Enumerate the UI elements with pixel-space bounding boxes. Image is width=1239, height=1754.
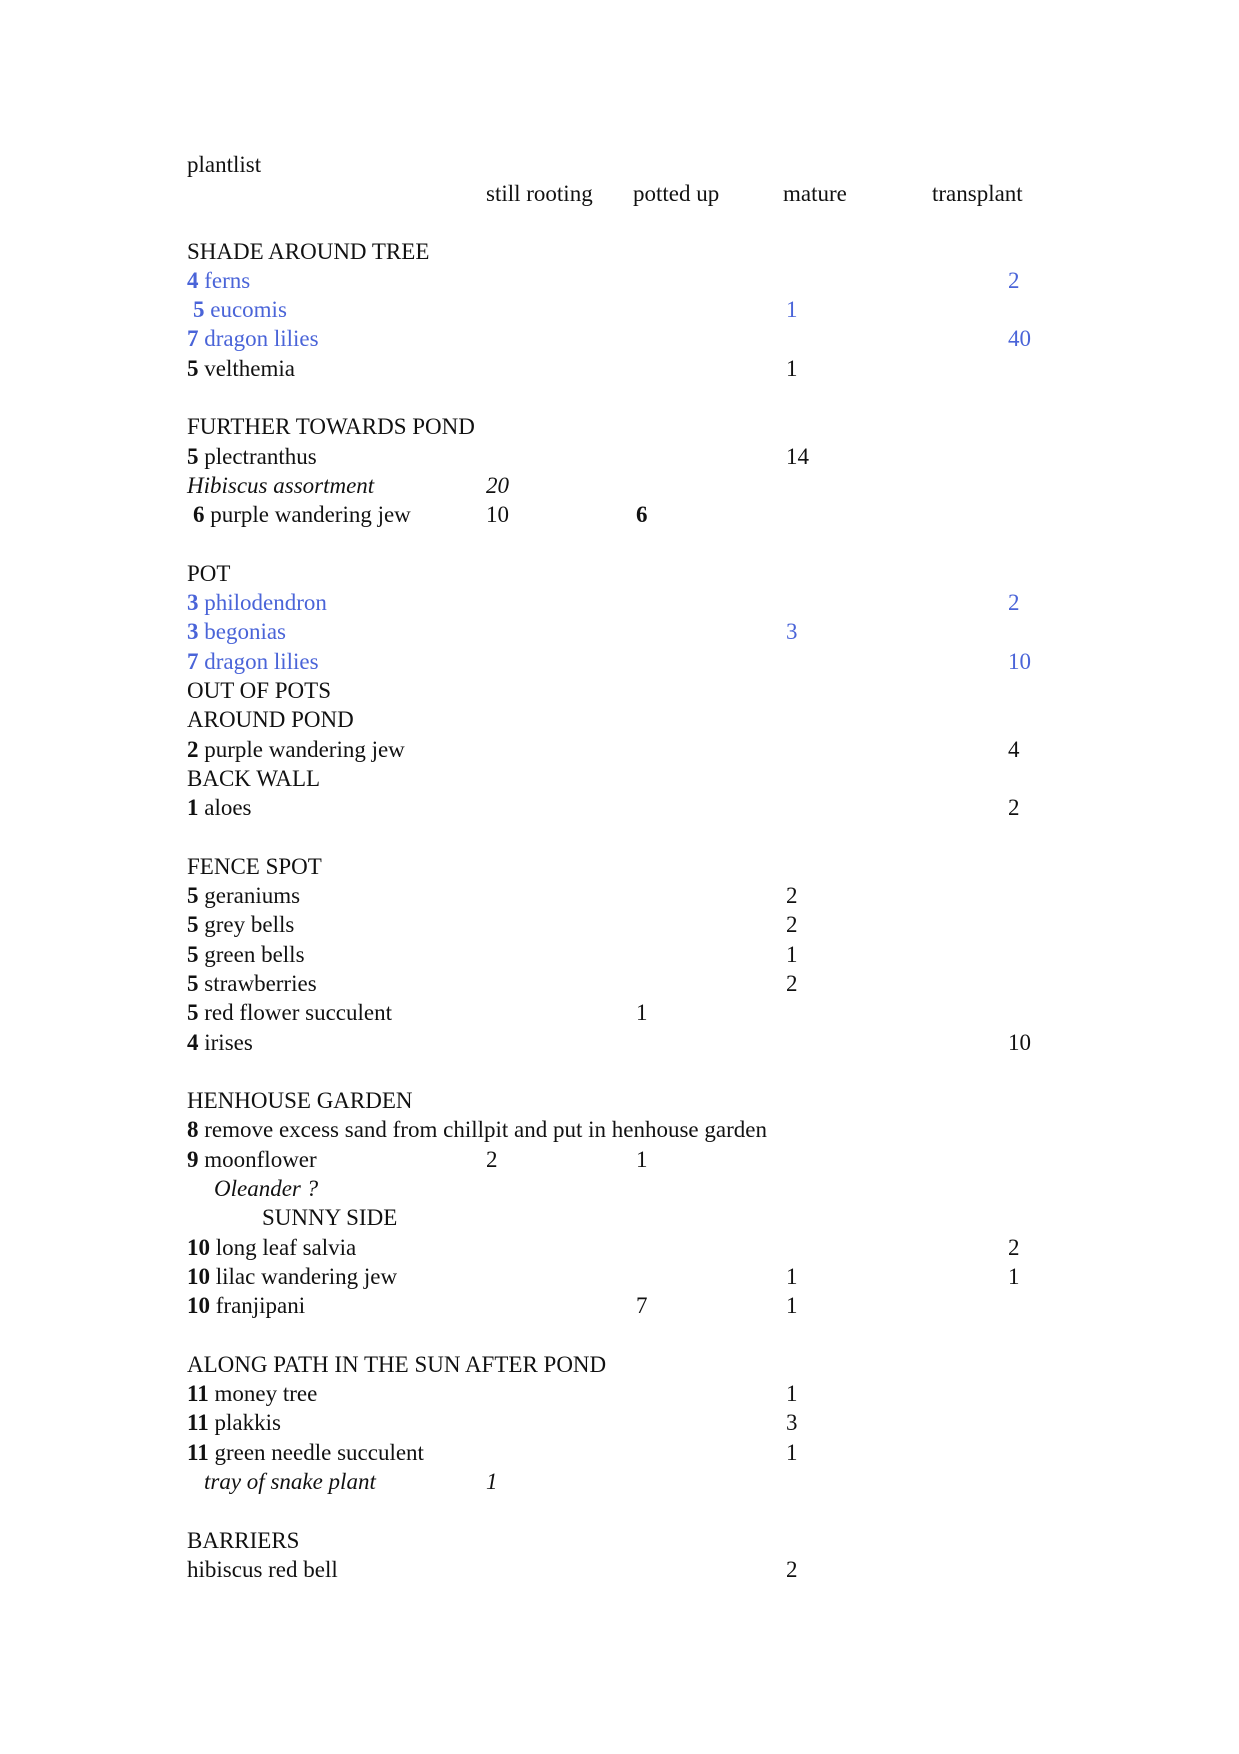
section-title xyxy=(187,1526,299,1555)
mature-value: 1 xyxy=(786,1293,798,1319)
plant-row xyxy=(0,793,1239,822)
plant-row xyxy=(0,998,1239,1027)
section-title xyxy=(187,705,354,734)
plant-row xyxy=(0,1408,1239,1437)
still-rooting-value: 10 xyxy=(486,502,509,528)
section-heading xyxy=(0,1086,1239,1115)
plant-row xyxy=(0,1555,1239,1584)
plant-row xyxy=(0,1028,1239,1057)
plant-label xyxy=(187,793,252,822)
plant-count: 3 xyxy=(187,590,199,616)
plant-count: 4 xyxy=(187,1029,199,1055)
spacer xyxy=(0,1320,1239,1349)
section-title xyxy=(187,852,322,881)
plant-label xyxy=(187,266,250,295)
mature-value: 1 xyxy=(786,941,798,967)
section-title xyxy=(187,1350,606,1379)
transplant-value: 2 xyxy=(1008,1234,1020,1260)
still-rooting-value: 1 xyxy=(486,1468,498,1494)
plant-row xyxy=(0,266,1239,295)
mature-value: 2 xyxy=(786,1556,798,1582)
plant-label xyxy=(193,500,411,529)
mature-value: 14 xyxy=(786,443,809,469)
section-text: OUT OF POTS xyxy=(187,677,331,703)
plant-count: 11 xyxy=(187,1381,209,1407)
mature-value: 1 xyxy=(786,297,798,323)
plant-count: 8 xyxy=(187,1117,199,1143)
plant-count: 11 xyxy=(187,1439,209,1465)
plant-row xyxy=(0,1467,1239,1496)
plant-name: dragon lilies xyxy=(204,326,319,352)
column-header-still-rooting: still rooting xyxy=(486,181,593,206)
plant-count: 2 xyxy=(187,736,199,762)
plant-label xyxy=(193,295,287,324)
plant-label xyxy=(187,1262,397,1291)
plant-label xyxy=(187,1408,281,1437)
plant-row xyxy=(0,1233,1239,1262)
plant-label xyxy=(187,354,295,383)
plant-label xyxy=(187,735,405,764)
section-heading xyxy=(0,676,1239,705)
plant-name: plakkis xyxy=(214,1410,281,1436)
plant-label xyxy=(187,1291,305,1320)
plant-label xyxy=(187,588,327,617)
section-text: SHADE AROUND TREE xyxy=(187,238,430,264)
transplant-value: 10 xyxy=(1008,1029,1031,1055)
plant-name: plectranthus xyxy=(204,443,317,469)
plant-label xyxy=(187,998,392,1027)
plant-row xyxy=(0,969,1239,998)
plant-label xyxy=(187,442,317,471)
plant-name: green bells xyxy=(204,941,305,967)
plant-name: ferns xyxy=(204,267,251,293)
plant-count: 5 xyxy=(187,443,199,469)
plant-count: 5 xyxy=(187,355,199,381)
page-title: plantlist xyxy=(187,152,262,177)
transplant-value: 4 xyxy=(1008,736,1020,762)
section-text: ALONG PATH IN THE SUN AFTER POND xyxy=(187,1351,607,1377)
section-heading xyxy=(0,559,1239,588)
mature-value: 1 xyxy=(786,1381,798,1407)
plant-row xyxy=(0,881,1239,910)
section-text: POT xyxy=(187,560,231,586)
plant-count: 5 xyxy=(187,883,199,909)
mature-value: 3 xyxy=(786,619,798,645)
plant-row xyxy=(0,647,1239,676)
plant-row xyxy=(0,588,1239,617)
transplant-value: 1 xyxy=(1008,1263,1020,1289)
plant-count: 4 xyxy=(187,267,199,293)
section-heading xyxy=(0,1526,1239,1555)
transplant-value: 2 xyxy=(1008,795,1020,821)
plant-label xyxy=(187,910,294,939)
potted-up-value: 1 xyxy=(636,1000,648,1026)
plant-count: 5 xyxy=(187,970,199,996)
plant-count: 5 xyxy=(187,941,199,967)
plant-label xyxy=(187,471,374,500)
section-title xyxy=(187,559,230,588)
section-heading xyxy=(0,764,1239,793)
plant-name: purple wandering jew xyxy=(210,502,411,528)
section-title xyxy=(187,412,475,441)
potted-up-value: 6 xyxy=(636,502,648,528)
section-text: SUNNY SIDE xyxy=(262,1205,398,1231)
plant-count: 5 xyxy=(193,297,205,323)
mature-value: 2 xyxy=(786,912,798,938)
plant-row xyxy=(0,1291,1239,1320)
spacer xyxy=(0,1057,1239,1086)
section-heading xyxy=(0,237,1239,266)
plant-name: lilac wandering jew xyxy=(215,1263,398,1289)
plant-name: red flower succulent xyxy=(204,1000,393,1026)
plant-name: franjipani xyxy=(215,1293,306,1319)
section-text: HENHOUSE GARDEN xyxy=(187,1088,413,1114)
plant-name: hibiscus red bell xyxy=(187,1556,338,1582)
section-title xyxy=(187,676,331,705)
plant-row xyxy=(0,500,1239,529)
section-title xyxy=(262,1203,397,1232)
plant-row xyxy=(0,1115,1239,1144)
plant-label xyxy=(204,1467,376,1496)
section-text: AROUND POND xyxy=(187,707,354,733)
transplant-value: 2 xyxy=(1008,267,1020,293)
section-heading xyxy=(0,852,1239,881)
plant-count: 7 xyxy=(187,648,199,674)
plant-label xyxy=(187,1555,338,1584)
plant-count: 5 xyxy=(187,912,199,938)
section-title xyxy=(187,1086,413,1115)
plant-row xyxy=(0,1438,1239,1467)
section-heading xyxy=(0,1350,1239,1379)
plant-name: strawberries xyxy=(204,970,317,996)
mature-value: 1 xyxy=(786,1263,798,1289)
plant-row xyxy=(0,735,1239,764)
plant-label xyxy=(187,1438,424,1467)
mature-value: 1 xyxy=(786,1439,798,1465)
plant-count: 10 xyxy=(187,1234,210,1260)
plant-name: philodendron xyxy=(204,590,327,616)
plant-name: velthemia xyxy=(204,355,295,381)
section-text: FENCE SPOT xyxy=(187,853,322,879)
plant-name: dragon lilies xyxy=(204,648,319,674)
plant-label xyxy=(187,881,300,910)
plant-count: 7 xyxy=(187,326,199,352)
section-text: BACK WALL xyxy=(187,765,321,791)
plant-label xyxy=(187,324,319,353)
still-rooting-value: 2 xyxy=(486,1146,498,1172)
plant-count: 5 xyxy=(187,1000,199,1026)
transplant-value: 40 xyxy=(1008,326,1031,352)
plant-name: Oleander ? xyxy=(214,1176,319,1201)
plant-name: remove excess sand from chillpit and put in henhouse garden xyxy=(204,1117,767,1143)
plant-row xyxy=(0,940,1239,969)
plant-name: irises xyxy=(204,1029,253,1055)
section-heading xyxy=(0,705,1239,734)
plant-name: grey bells xyxy=(204,912,295,938)
plant-count: 10 xyxy=(187,1293,210,1319)
transplant-value: 2 xyxy=(1008,590,1020,616)
transplant-value: 10 xyxy=(1008,648,1031,674)
plant-label xyxy=(187,617,286,646)
plant-label xyxy=(187,1028,253,1057)
plant-count: 1 xyxy=(187,795,199,821)
column-header-row xyxy=(0,179,1239,209)
plant-name: moonflower xyxy=(204,1146,317,1172)
plant-label xyxy=(187,1115,767,1144)
column-header-potted-up: potted up xyxy=(633,181,720,206)
mature-value: 3 xyxy=(786,1410,798,1436)
plant-label xyxy=(214,1174,318,1203)
plant-name: aloes xyxy=(204,795,252,821)
section-text: FURTHER TOWARDS POND xyxy=(187,414,475,440)
spacer xyxy=(0,1496,1239,1525)
plant-row xyxy=(0,1174,1239,1203)
plant-row xyxy=(0,471,1239,500)
plant-row xyxy=(0,910,1239,939)
plant-name: purple wandering jew xyxy=(204,736,405,762)
plant-label xyxy=(187,940,305,969)
section-text: BARRIERS xyxy=(187,1527,300,1553)
spacer xyxy=(0,529,1239,558)
plant-name: long leaf salvia xyxy=(215,1234,357,1260)
plant-row xyxy=(0,1379,1239,1408)
spacer xyxy=(0,822,1239,851)
section-heading xyxy=(0,1203,1239,1232)
plant-list xyxy=(0,237,1239,1585)
plant-count: 10 xyxy=(187,1263,210,1289)
plant-label xyxy=(187,647,319,676)
plant-row xyxy=(0,442,1239,471)
mature-value: 1 xyxy=(786,355,798,381)
plant-row xyxy=(0,295,1239,324)
plant-label xyxy=(187,969,317,998)
plant-count: 11 xyxy=(187,1410,209,1436)
plant-count: 9 xyxy=(187,1146,199,1172)
column-header-transplant: transplant xyxy=(932,181,1023,206)
plant-label xyxy=(187,1233,356,1262)
plant-name: money tree xyxy=(214,1381,318,1407)
mature-value: 2 xyxy=(786,883,798,909)
plant-row xyxy=(0,1262,1239,1291)
plant-name: geraniums xyxy=(204,883,301,909)
mature-value: 2 xyxy=(786,970,798,996)
plant-label xyxy=(187,1379,317,1408)
column-header-mature: mature xyxy=(783,181,847,206)
potted-up-value: 7 xyxy=(636,1293,648,1319)
plant-row xyxy=(0,1145,1239,1174)
plant-name: Hibiscus assortment xyxy=(187,472,375,498)
plant-row xyxy=(0,354,1239,383)
plant-name: tray of snake plant xyxy=(204,1468,376,1494)
plant-row xyxy=(0,617,1239,646)
spacer xyxy=(0,383,1239,412)
plant-count: 6 xyxy=(193,502,205,528)
still-rooting-value: 20 xyxy=(486,472,509,498)
plant-label xyxy=(187,1145,317,1174)
section-heading xyxy=(0,412,1239,441)
plant-name: eucomis xyxy=(210,297,287,323)
plant-name: green needle succulent xyxy=(214,1439,424,1465)
plant-name: begonias xyxy=(204,619,287,645)
plant-count: 3 xyxy=(187,619,199,645)
potted-up-value: 1 xyxy=(636,1146,648,1172)
section-title xyxy=(187,237,429,266)
plant-row xyxy=(0,324,1239,353)
section-title xyxy=(187,764,320,793)
